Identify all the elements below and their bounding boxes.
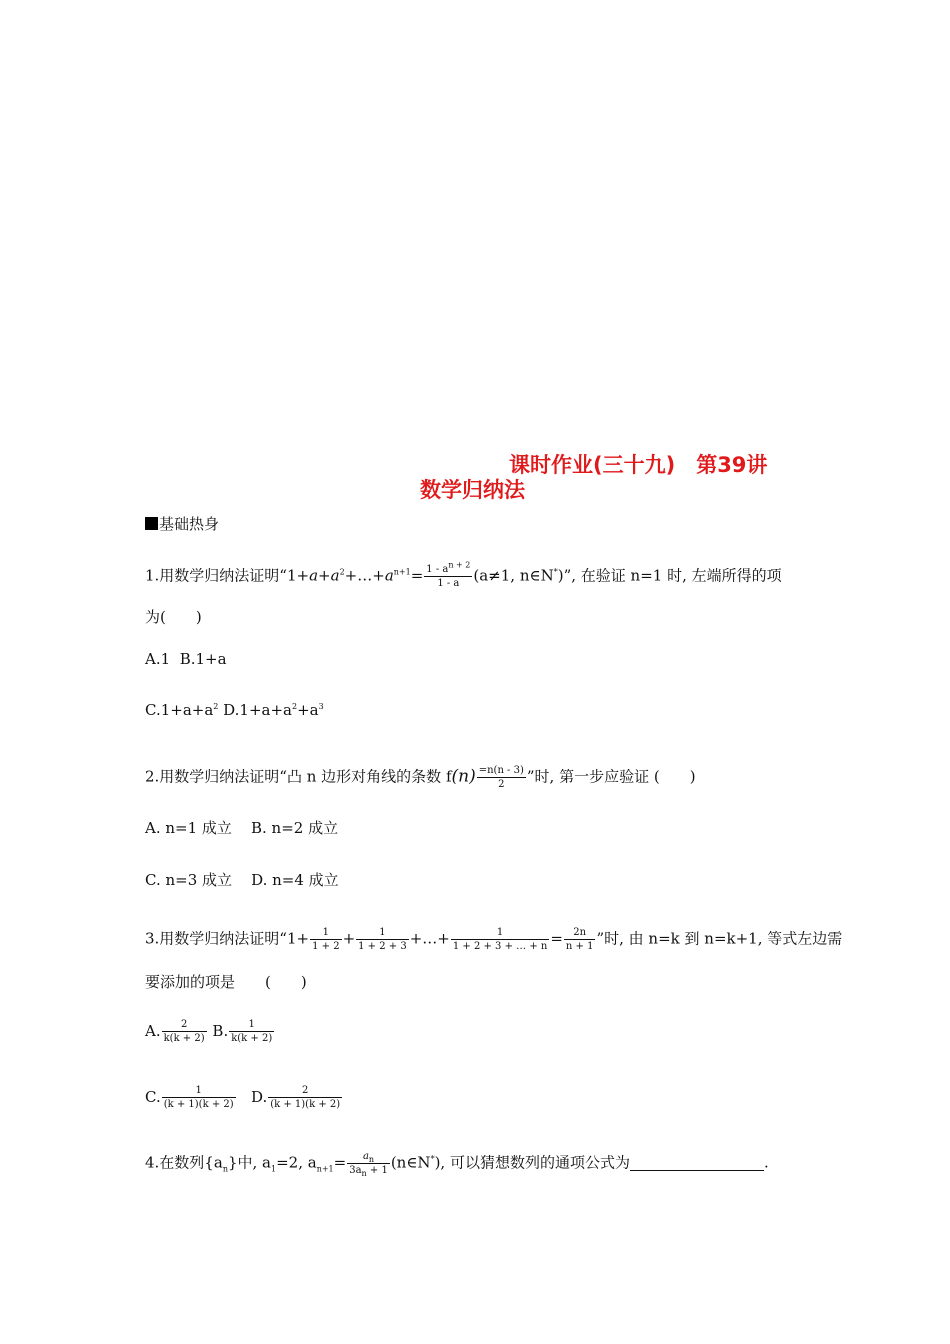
q3-fraction-1: $\frac{1}{1 + 2}$ [312,927,340,952]
question-2-options-cd [145,870,339,890]
option-c: C. n=3 成立 [145,871,233,889]
option-a: A. $\frac{2}{k(k + 2)}$ [145,1019,205,1044]
q4-fraction: $\frac{a_n}{3a_n + 1}$ [349,1151,388,1178]
q3-fraction-3: $\frac{1}{1 + 2 + 3 + \dots + n}$ [452,927,548,952]
q3-fraction-4: $\frac{2n}{n + 1}$ [565,927,594,952]
section-heading: 基础热身 [145,513,219,534]
q2-fraction: $\frac{=n(n - 3)}{2}$ [478,765,524,790]
question-4: 4.在数列$\{a_n\}$中, $a_1=2$, $a_{n+1}=$ $\frac{a_n}{3a_n + 1}$ (n∈N*), 可以猜想数列的通项公式为 . [145,1151,769,1178]
option-d: $D.1+a+a^2+a^3$ [223,701,324,719]
q1-fraction: $\frac{1 - a^{n + 2}}{1 - a}$ [426,560,471,589]
question-2: 2.用数学归纳法证明“凸 n 边形对角线的条数 f(n) $\frac{=n(n - 3)}{2}$ ”时, 第一步应验证 ( ) [145,765,696,790]
option-c: $C.1+a+a^2$ [145,701,219,719]
question-1-options-ab [145,649,227,669]
option-b: B. $\frac{1}{k(k + 2)}$ [212,1019,273,1044]
option-a: A. n=1 成立 [145,819,232,837]
question-1: 1.用数学归纳法证明“$1+a+a^2+\dots+a^{n+1}=$ $\frac{1 - a^{n + 2}}{1 - a}$ (a≠1, n∈N*)”, 在验证 n=1 时, 左端所得的项 [145,560,782,589]
page-subtitle: 数学归纳法 [420,478,525,502]
option-d: D. n=4 成立 [251,871,339,889]
question-3-options-ab [145,1018,275,1045]
answer-blank[interactable] [630,1156,764,1171]
q3-fraction-2: $\frac{1}{1 + 2 + 3}$ [358,927,407,952]
page-title: 课时作业(三十九) 第39讲 [509,453,768,477]
question-3-line2: 要添加的项是 ( ) [145,973,307,991]
question-1-line2: 为( ) [145,608,202,626]
question-2-options-ab [145,818,338,838]
question-3: 3.用数学归纳法证明“1+ $\frac{1}{1 + 2}$ + $\frac{1}{1 + 2 + 3}$ +…+ $\frac{1}{1 + 2 + 3 + \dots + n}$ = $\frac{2n}{n + 1}$ ”时, 由 n=k 到 n=k+1, 等式左边需 [145,927,843,952]
question-3-options-cd [145,1084,343,1111]
black-square-icon [145,517,158,530]
option-b: B.1+a [179,650,227,668]
question-1-options-cd [145,700,324,720]
option-b: B. n=2 成立 [251,819,339,837]
option-d: D. $\frac{2}{(k + 1)(k + 2)}$ [250,1085,341,1110]
option-a: A.1 [145,650,171,668]
option-c: C. $\frac{1}{(k + 1)(k + 2)}$ [145,1085,234,1110]
